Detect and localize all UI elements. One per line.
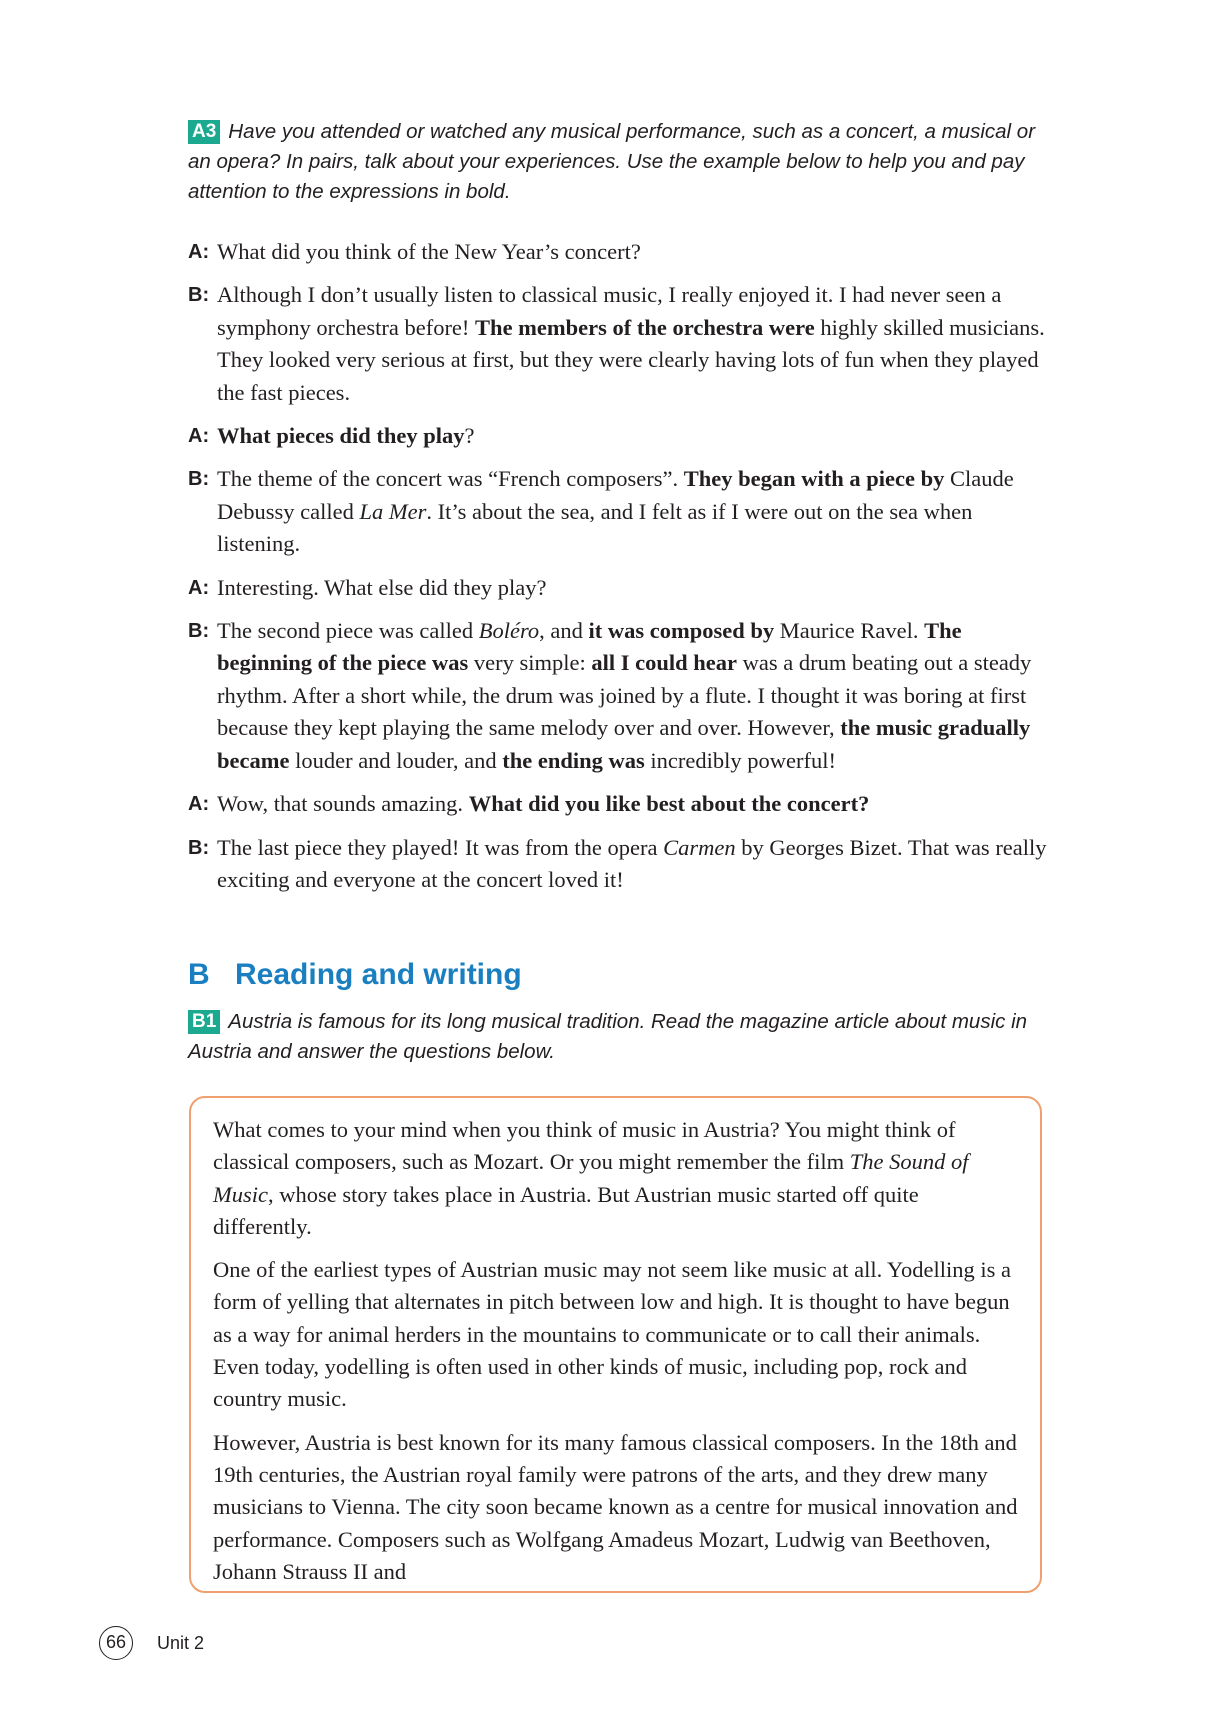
text-run: highly skilled musicians. They looked very serious at first, but they were clearly having lots of fun when they played the fast pieces. [217, 314, 1045, 405]
section-title: Reading and writing [235, 958, 522, 991]
italic-title: Boléro [478, 618, 540, 644]
dialogue-line [188, 572, 1048, 604]
text-run: by Georges Bizet. That was really exciting and everyone at the concert loved it! [217, 834, 1047, 892]
dialogue-line [188, 788, 1048, 820]
dialogue-text [217, 239, 641, 264]
page-number-badge: 66 [99, 1626, 133, 1660]
text-run: The theme of the concert was “French composers”. [217, 466, 684, 492]
italic-title: La Mer [359, 498, 427, 524]
dialogue-text [217, 282, 1045, 404]
text-run: What comes to your mind when you think of music in Austria? You might think of classical composers, such as Mozart. Or you might remember the film [213, 1117, 956, 1175]
dialogue-line [188, 615, 1048, 777]
text-run: What did you think of the New Year’s concert? [217, 239, 641, 264]
speaker-label: A: [188, 241, 210, 263]
b1-instruction-text: Austria is famous for its long musical tradition. Read the magazine article about music in Austria and answer the questions below. [188, 1010, 1028, 1063]
text-run: ? [464, 423, 475, 449]
dialogue-text [217, 466, 1014, 556]
italic-title: Carmen [663, 834, 736, 860]
unit-label: Unit 2 [157, 1633, 205, 1653]
bold-expression: the ending was [502, 747, 645, 773]
dialogue-text [217, 791, 869, 816]
text-run: The last piece they played! It was from the opera [217, 834, 664, 860]
a3-instruction [188, 117, 1048, 207]
speaker-label: A: [188, 425, 210, 448]
bold-expression: They began with a piece by [683, 466, 945, 492]
dialogue-line [188, 279, 1048, 409]
dialogue-line [188, 236, 1048, 268]
bold-expression: the music gradually became [217, 715, 1031, 773]
bold-expression: What pieces did they play [217, 423, 465, 449]
dialogue-text [217, 575, 546, 600]
text-run: Maurice Ravel. [774, 618, 925, 644]
text-run: , and [539, 618, 589, 644]
section-heading [188, 955, 522, 995]
text-run: , whose story takes place in Austria. But Austrian music started off quite differently. [213, 1181, 919, 1239]
magazine-article-box [189, 1096, 1042, 1593]
bold-expression: What did you like best about the concert? [468, 791, 870, 817]
text-run: Interesting. What else did they play? [217, 574, 547, 600]
bold-expression: The beginning of the piece was [217, 618, 962, 676]
speaker-label: A: [188, 793, 210, 816]
dialogue-line [188, 420, 1048, 452]
article-paragraph [213, 1114, 1020, 1243]
text-run: . It’s about the sea, and I felt as if I were out on the sea when listening. [217, 498, 973, 557]
dialogue-text [217, 835, 1047, 892]
dialogue-text [217, 618, 1031, 773]
a3-instruction-text: Have you attended or watched any musical performance, such as a concert, a musical or an opera? In pairs, talk about your experiences. Use the example below to help you and pay attention to the expressions in bold. [188, 120, 1036, 203]
dialogue-line [188, 463, 1048, 560]
text-run: Wow, that sounds amazing. [217, 791, 469, 817]
speaker-label: B: [188, 468, 210, 491]
article-paragraph [213, 1254, 1020, 1415]
section-letter: B [188, 958, 210, 991]
text-run: One of the earliest types of Austrian music may not seem like music at all. Yodelling is a form of yelling that alternates in pitch between low and high. It is thought to have begun as a way for animal herders in the mountains to communicate or to call their animals. Even today, yodelling is often used in other kinds of music, including pop, rock and country music. [213, 1257, 1011, 1412]
dialogue [188, 236, 1048, 907]
text-run: The second piece was called [217, 618, 479, 644]
bold-expression: it was composed by [588, 618, 775, 644]
article-paragraph [213, 1427, 1020, 1588]
speaker-label: B: [188, 620, 210, 643]
speaker-label: A: [188, 576, 210, 599]
speaker-label: B: [188, 284, 210, 307]
b1-instruction [188, 1007, 1048, 1067]
bold-expression: all I could hear [591, 650, 738, 676]
text-run: was a drum beating out a steady rhythm. After a short while, the drum was joined by a flute. I thought it was boring at first because they kept playing the same melody over and over. However, [217, 650, 1032, 741]
bold-expression: The members of the orchestra were [475, 314, 815, 340]
text-run: Although I don’t usually listen to classical music, I really enjoyed it. I had never seen a symphony orchestra before! [217, 282, 1002, 340]
speaker-label: B: [188, 836, 210, 859]
dialogue-text [217, 423, 475, 448]
b1-badge: B1 [188, 1010, 220, 1034]
italic-title: The Sound of Music [213, 1149, 969, 1207]
text-run: However, Austria is best known for its many famous classical composers. In the 18th and 19th centuries, the Austrian royal family were patrons of the arts, and they drew many musicians to Vienna. The city soon became known as a centre for musical innovation and performance. Composers such as Wolfgang Amadeus Mozart, Ludwig van Beethoven, Johann Strauss II and [213, 1429, 1018, 1584]
text-run: incredibly powerful! [644, 747, 836, 773]
dialogue-line [188, 832, 1048, 897]
text-run: very simple: [468, 650, 592, 676]
a3-badge: A3 [188, 120, 220, 144]
text-run: Claude Debussy called [217, 466, 1014, 524]
text-run: louder and louder, and [289, 747, 503, 773]
